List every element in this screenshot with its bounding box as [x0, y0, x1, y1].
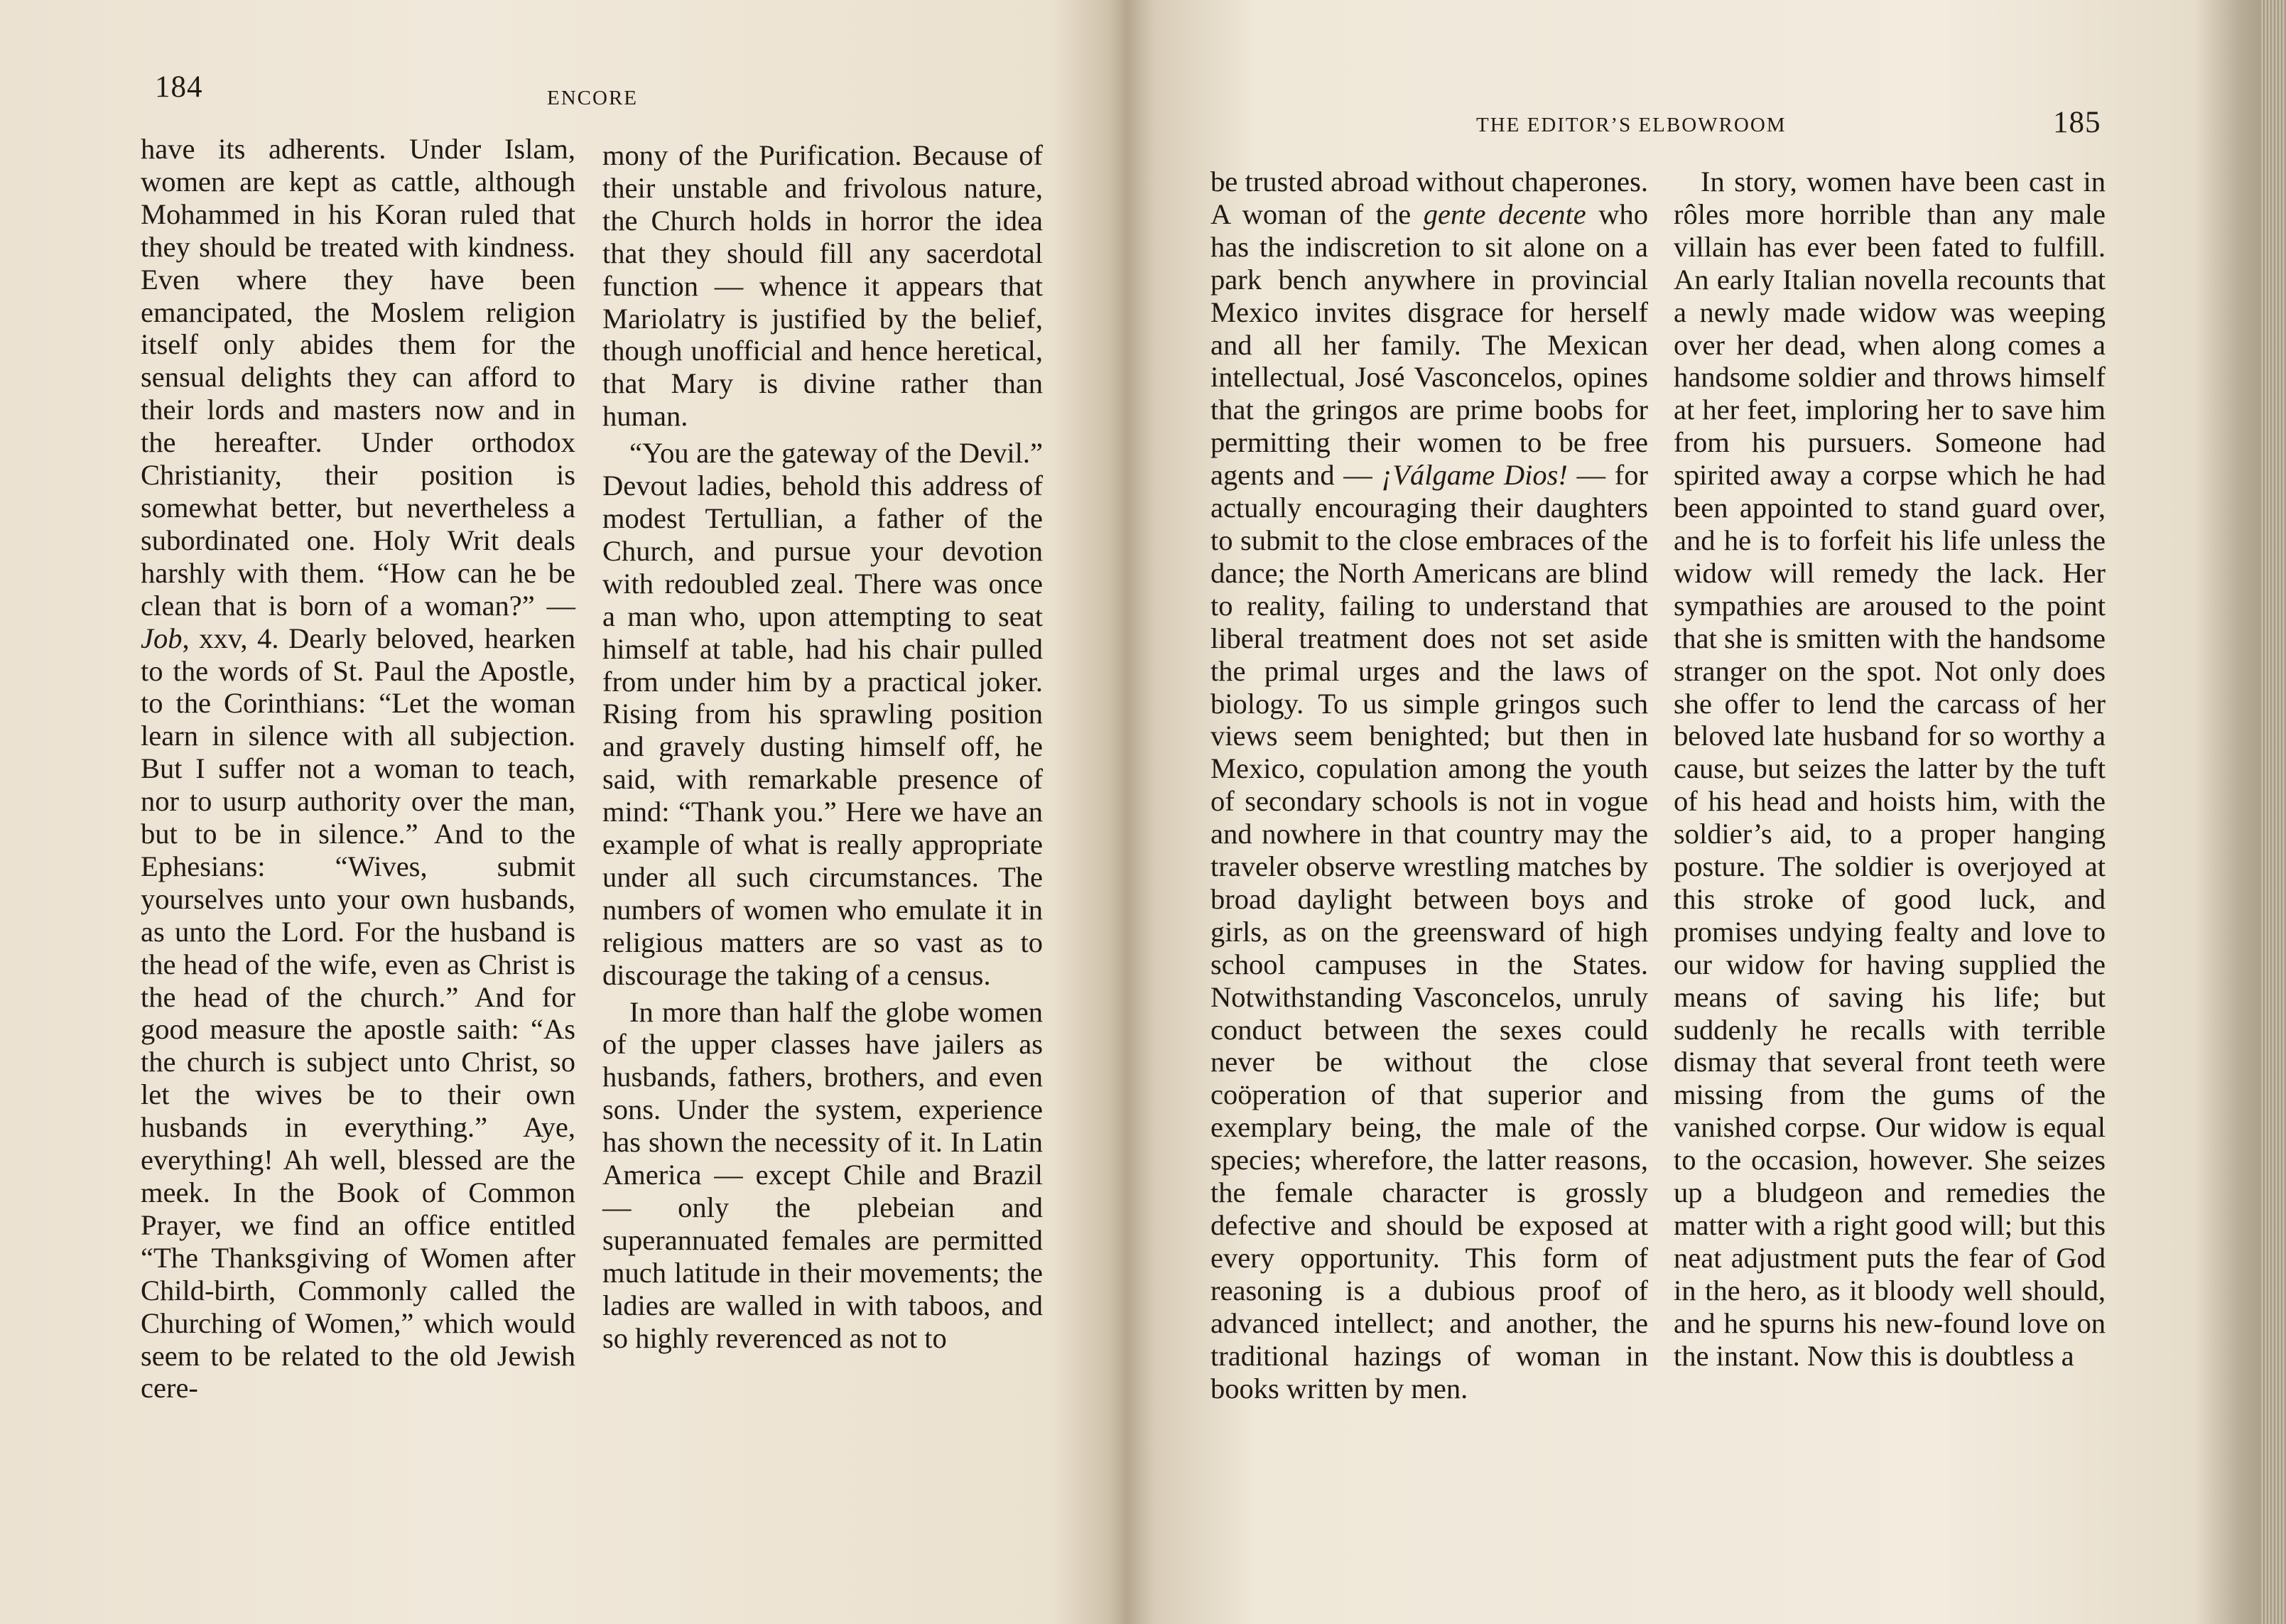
- left-column-1: [141, 133, 575, 1404]
- left-page-number: 184: [155, 70, 203, 104]
- right-column-1: [1210, 166, 1648, 1404]
- paragraph: have its adherents. Under Islam, women are kept as cattle, although Mohammed in his Koran ruled that they should be treated with kindness. Even where they have been emancipated, the Moslem religion itself only abides them for the sensual delights they can afford to their lords and masters now and in the hereafter. Under orthodox Christianity, their position is somewhat better, but nevertheless a subordinated one. Holy Writ deals harshly with them. “How can he be clean that is born of a woman?” — Job, xxv, 4. Dearly beloved, hearken to the words of St. Paul the Apostle, to the Corinthians: “Let the woman learn in silence with all subjection. But I suffer not a woman to teach, nor to usurp authority over the man, but to be in silence.” And to the Ephesians: “Wives, submit yourselves unto your own husbands, as unto the Lord. For the husband is the head of the wife, even as Christ is the head of the church.” And for good measure the apostle saith: “As the church is subject unto Christ, so let the wives be to their own husbands in everything.” Aye, everything! Ah well, blessed are the meek. In the Book of Common Prayer, we find an office entitled “The Thanksgiving of Women after Child-birth, Commonly called the Churching of Women,” which would seem to be related to the old Jewish cere-: [141, 133, 575, 1404]
- page-edges: [2260, 0, 2286, 1624]
- right-column-2: [1674, 166, 2106, 1373]
- right-page-number: 185: [2053, 106, 2101, 139]
- paragraph: mony of the Purification. Because of their unstable and frivolous nature, the Church holds in horror the idea that they should fill any sacerdotal function — whence it appears that Mariolatry is justified by the belief, though unofficial and hence heretical, that Mary is divine rather than human.: [602, 139, 1043, 433]
- paragraph: “You are the gateway of the Devil.” Devout ladies, behold this address of modest Tertullian, a father of the Church, and pursue your devotion with redoubled zeal. There was once a man who, upon attempting to seat himself at table, had his chair pulled from under him by a practical joker. Rising from his sprawling position and gravely dusting himself off, he said, with remarkable presence of mind: “Thank you.” Here we have an example of what is really appropriate under all such circumstances. The numbers of women who emulate it in religious matters are so vast as to discourage the taking of a census.: [602, 437, 1043, 991]
- left-column-2: [602, 139, 1043, 1355]
- paragraph: In story, women have been cast in rôles more horrible than any male villain has ever been fated to fulfill. An early Italian novella recounts that a newly made widow was weeping over her dead, when along comes a handsome soldier and throws himself at her feet, imploring her to save him from his pursuers. Someone had spirited away a corpse which he had been appointed to stand guard over, and he is to forfeit his life unless the widow will remedy the lack. Her sympathies are aroused to the point that she is smitten with the handsome stranger on the spot. Not only does she offer to lend the carcass of her beloved late husband for so worthy a cause, but seizes the latter by the tuft of his head and hoists him, with the soldier’s aid, to a proper hanging posture. The soldier is overjoyed at this stroke of good luck, and promises undying fealty and love to our widow for having supplied the means of saving his life; but suddenly he recalls with terrible dismay that several front teeth were missing from the gums of the vanished corpse. Our widow is equal to the occasion, however. She seizes up a bludgeon and remedies the matter with a right good will; but this neat adjustment puts the fear of God in the hero, as it bloody well should, and he spurns his new-found love on the instant. Now this is doubtless a: [1674, 166, 2106, 1372]
- paragraph: In more than half the globe women of the upper classes have jailers as husbands, fathers, brothers, and even sons. Under the system, experience has shown the necessity of it. In Latin America — except Chile and Brazil — only the plebeian and superannuated females are permitted much latitude in their movements; the ladies are walled in with taboos, and so highly reverenced as not to: [602, 995, 1043, 1354]
- left-running-head: ENCORE: [547, 87, 638, 109]
- right-running-head: THE EDITOR’S ELBOWROOM: [1476, 114, 1787, 136]
- paragraph: be trusted abroad without chaperones. A woman of the gente decente who has the indiscretion to sit alone on a park bench anywhere in provincial Mexico invites disgrace for herself and all her family. The Mexican intellectual, José Vasconcelos, opines that the gringos are prime boobs for permitting their women to be free agents and — ¡Válgame Dios! — for actually encouraging their daughters to submit to the close embraces of the dance; the North Americans are blind to reality, failing to understand that liberal treatment does not set aside the primal urges and the laws of biology. To us simple gringos such views seem benighted; but then in Mexico, copulation among the youth of secondary schools is not in vogue and nowhere in that country may the traveler observe wrestling matches by broad daylight between boys and girls, as on the greensward of high school campuses in the States. Notwithstanding Vasconcelos, unruly conduct between the sexes could never be without the close coöperation of that superior and exemplary being, the male of the species; wherefore, the latter reasons, the female character is grossly defective and should be exposed at every opportunity. This form of reasoning is a dubious proof of advanced intellect; and another, the traditional hazings of woman in books written by men.: [1210, 166, 1649, 1404]
